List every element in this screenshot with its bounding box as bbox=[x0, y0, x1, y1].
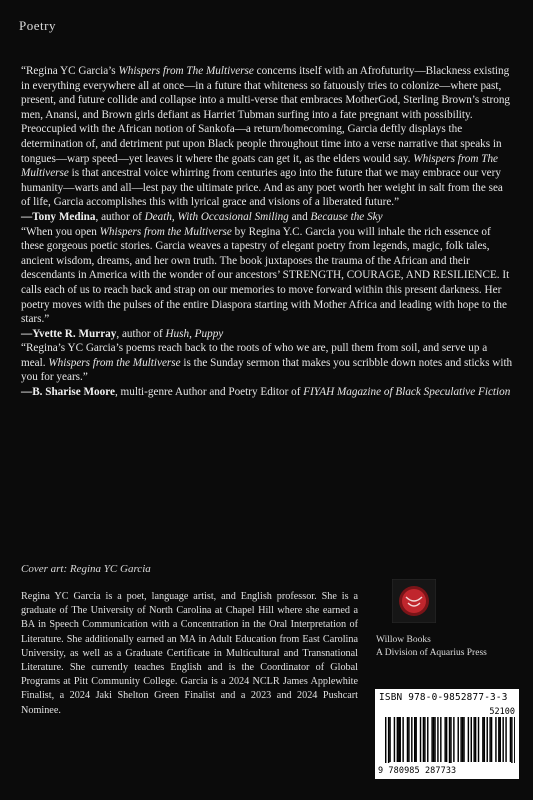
quote-run: by Regina Y.C. Garcia you will inhale the rich essence of these gorgeous poetic stories. Garcia weaves a tapestry of elegant poetry from legends, magic, folk tales, ancient wisdom, dreams, and her own truth. The book juxtaposes the trauma of the African and their descendants in America with the wonder of our ancestors’ STRENGTH, COURAGE, AND RESILIENCE. It calls each of us to reach back and strap on our memories to move forward within this present darkness. Her poetry moves with the pulses of the entire Diaspora starting with Mother Africa and leading with hope to the stars.” bbox=[21, 225, 510, 326]
attribution-run: , author of bbox=[95, 210, 145, 223]
publisher-division: A Division of Aquarius Press bbox=[376, 648, 487, 658]
barcode-bar bbox=[407, 717, 408, 762]
attribution-run: Death, With Occasional Smiling bbox=[144, 210, 289, 223]
barcode-bar bbox=[433, 717, 434, 762]
barcode-bar bbox=[460, 717, 461, 762]
barcode-bar bbox=[437, 717, 438, 762]
attribution-run: —Yvette R. Murray bbox=[21, 327, 117, 340]
barcode-bar bbox=[388, 717, 389, 763]
author-bio: Regina YC Garcia is a poet, language artist, and English professor. She is a graduate of The University of North Carolina at Chapel Hill where she earned a BA in Speech Communication with a Concentration in the Oral Interpretation of Literature. She additionally earned an MA in Adult Education from East Carolina University, as well as a Graduate Certificate in Multicultural and Transnational Literature. She currently teaches English and is the Coordinator of Global Programs at Pitt Community College. Garcia is a 2024 NCLR James Applewhite Finalist, a 2024 Jaki Shelton Green Finalist and a 2023 and 2024 Pushcart Nominee. bbox=[21, 591, 358, 716]
barcode-digits: 9 780985 287733 bbox=[378, 766, 457, 776]
barcode-bar bbox=[402, 717, 403, 762]
blurb-1 bbox=[21, 64, 513, 225]
quote-run: is that ancestral voice whirring from centuries ago into the future that we may embrace our very humanity—warts and all—lest pay the ultimate price. And as any poet worth her weight in salt from the sea of life, Garcia accomplishes this with lyrical grace and visions of a liberated future.” bbox=[21, 167, 503, 209]
attribution-run: —B. Sharise Moore bbox=[21, 386, 115, 399]
barcode-bar bbox=[471, 717, 472, 762]
quote-run: “When you open bbox=[21, 225, 100, 238]
barcode-bar bbox=[489, 717, 490, 762]
quote-run: concerns itself with an Afrofuturity—Blackness existing in everything everywhere all at once—in a future that whiteness so fatuously tries to colonize—where past, present, and future collide and collapse into a multi-verse that embraces MotherGod, Sterling Brown’s strong men, Anansi, and Brown girls defiant as Harriet Tubman surfing into a fate pregnant with possibility. Preoccupied with the African notion of Sankofa—a return/homecoming, Garcia deftly displays the determination of, and detriment put upon Black people throughout time into a verse narrative that speaks in tongues—warp speed—yet leaves it where the goats can get it, as the elders would say. bbox=[21, 65, 511, 165]
barcode-bar bbox=[411, 717, 412, 762]
barcode-bar bbox=[511, 717, 512, 763]
barcode-bar bbox=[498, 717, 499, 762]
attribution-run: FIYAH Magazine of Black Speculative Fiction bbox=[303, 386, 511, 399]
barcode-bar bbox=[473, 717, 474, 762]
barcode-bar bbox=[446, 717, 447, 762]
barcode-bar bbox=[415, 717, 416, 762]
genre-label: Poetry bbox=[19, 18, 56, 33]
barcode-bar bbox=[484, 717, 485, 762]
barcode-bar bbox=[427, 717, 428, 762]
isbn-barcode bbox=[375, 689, 519, 779]
attribution-run: Because the Sky bbox=[310, 210, 383, 223]
attribution-run: , multi-genre Author and Poetry Editor of bbox=[114, 386, 304, 399]
attribution-run: , author of bbox=[116, 327, 166, 340]
barcode-bar bbox=[463, 717, 464, 762]
barcode-bar bbox=[482, 717, 483, 762]
barcode-bar bbox=[450, 717, 451, 763]
cover-art-credit: Cover art: Regina YC Garcia bbox=[21, 563, 151, 575]
blurb-quote bbox=[21, 225, 513, 327]
barcode-bar bbox=[440, 717, 441, 762]
barcode-bar bbox=[502, 717, 503, 762]
publisher-info bbox=[376, 634, 516, 660]
quote-run: Whispers from the Multiverse bbox=[99, 225, 232, 238]
barcode-bar bbox=[414, 717, 415, 762]
barcode-bar bbox=[458, 717, 459, 762]
barcode-bar bbox=[400, 717, 401, 762]
barcode-bar bbox=[424, 717, 425, 762]
barcode-bar bbox=[510, 717, 511, 762]
blurb-quote bbox=[21, 341, 513, 385]
quote-run: “Regina’s YC Garcia’s poems reach back to the roots of who we are, pull them from soil, and serve up a meal. bbox=[21, 342, 488, 369]
blurb-2 bbox=[21, 225, 513, 342]
blurb-quote bbox=[21, 64, 513, 210]
barcode-bar bbox=[491, 717, 492, 762]
blurb-3 bbox=[21, 341, 513, 399]
blurb-attribution bbox=[21, 385, 513, 400]
barcode-bar bbox=[389, 717, 390, 762]
quote-run: Whispers from The Multiverse bbox=[21, 152, 499, 180]
barcode-bar bbox=[394, 717, 395, 762]
barcode-bar bbox=[398, 717, 399, 762]
blurbs-section bbox=[21, 64, 513, 400]
barcode-bar bbox=[444, 717, 445, 762]
barcode-bar bbox=[420, 717, 421, 762]
barcode-bar bbox=[475, 717, 476, 762]
blurb-attribution bbox=[21, 327, 513, 342]
isbn-label: ISBN 978-0-9852877-3-3 bbox=[379, 692, 508, 703]
quote-run: is the Sunday sermon that makes you scribble down notes and sticks with you for years.” bbox=[21, 356, 513, 384]
barcode-bar bbox=[397, 717, 398, 762]
attribution-run: Hush, Puppy bbox=[165, 327, 224, 340]
barcode-bar bbox=[449, 717, 450, 763]
publisher-name: Willow Books bbox=[376, 635, 431, 645]
barcode-bar bbox=[495, 717, 496, 762]
price-code: 52100 bbox=[489, 707, 515, 717]
barcode-bar bbox=[453, 717, 454, 762]
barcode-bar bbox=[505, 717, 506, 762]
barcode-bar bbox=[468, 717, 469, 762]
barcode-bar bbox=[408, 717, 409, 762]
barcode-bar bbox=[500, 717, 501, 762]
barcode-bar bbox=[462, 717, 463, 762]
barcode-bar bbox=[478, 717, 479, 762]
blurb-attribution bbox=[21, 210, 513, 225]
quote-run: Whispers from The Multiverse bbox=[118, 65, 254, 77]
barcode-bar bbox=[431, 717, 432, 762]
barcode-bar bbox=[385, 717, 386, 763]
quote-run: “Regina YC Garcia’s bbox=[21, 65, 119, 77]
attribution-run: —Tony Medina bbox=[21, 210, 96, 223]
barcode-bar bbox=[487, 717, 488, 762]
publisher-logo bbox=[392, 579, 436, 623]
barcode-bar bbox=[434, 717, 435, 762]
barcode-bar bbox=[423, 717, 424, 762]
barcode-bar bbox=[514, 717, 515, 763]
quote-run: Whispers from the Multiverse bbox=[48, 356, 181, 369]
attribution-run: and bbox=[288, 210, 311, 223]
